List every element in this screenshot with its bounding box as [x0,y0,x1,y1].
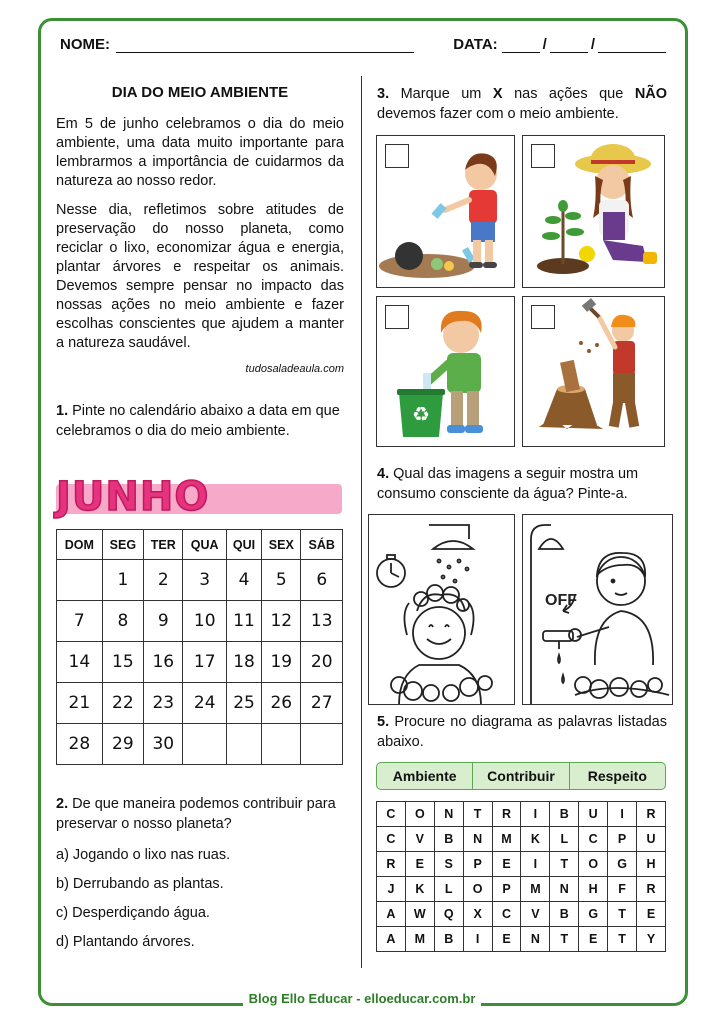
calendar-day[interactable] [262,724,301,765]
question-text: Qual das imagens a seguir mostra um consumo consciente da água? Pinte-a. [377,466,639,502]
column-divider [361,76,362,968]
grid-cell[interactable]: T [550,852,579,877]
grid-cell[interactable]: N [550,877,579,902]
checkbox[interactable] [385,305,409,329]
word-list [376,762,666,790]
grid-cell[interactable]: H [579,877,608,902]
grid-cell[interactable]: K [521,827,550,852]
checkbox[interactable] [531,144,555,168]
calendar-day[interactable] [226,724,261,765]
calendar-day[interactable]: 4 [226,560,261,601]
calendar-day[interactable]: 29 [102,724,143,765]
grid-cell[interactable]: I [608,802,637,827]
calendar-day[interactable]: 3 [183,560,227,601]
grid-cell[interactable]: L [434,877,463,902]
calendar-day[interactable]: 11 [226,601,261,642]
grid-cell[interactable]: H [637,852,666,877]
question-3 [377,84,667,124]
grid-cell[interactable]: I [521,802,550,827]
question-text-post: devemos fazer com o meio ambiente. [377,106,619,122]
calendar-day[interactable]: 22 [102,683,143,724]
calendar-day[interactable]: 5 [262,560,301,601]
calendar-day[interactable]: 27 [301,683,343,724]
question-nao: NÃO [634,86,668,102]
grid-cell[interactable]: F [608,877,637,902]
calendar-day[interactable]: 2 [144,560,183,601]
grid-cell[interactable]: E [405,852,434,877]
grid-cell[interactable]: A [377,927,406,952]
month-title: JUNHO [56,474,210,520]
question-1 [56,401,344,441]
grid-cell[interactable]: N [463,827,492,852]
question-text: De que maneira podemos contribuir para preservar o nosso planeta? [56,796,336,832]
grid-row [377,852,666,877]
grid-cell[interactable]: P [492,877,521,902]
grid-cell[interactable]: M [492,827,521,852]
calendar-day[interactable]: 23 [144,683,183,724]
grid-cell[interactable]: I [521,852,550,877]
name-line[interactable] [116,37,414,53]
weekday-header: SÁB [301,530,343,560]
date-slash: / [542,36,547,53]
question-number: 3. [377,86,390,102]
word-item: Ambiente [377,763,473,789]
grid-cell[interactable]: R [637,802,666,827]
calendar-day[interactable]: 28 [57,724,103,765]
calendar-day[interactable]: 18 [226,642,261,683]
question-number: 2. [56,796,69,812]
weekday-header: TER [144,530,183,560]
left-column [56,84,344,441]
checkbox[interactable] [531,305,555,329]
calendar-day[interactable]: 21 [57,683,103,724]
grid-cell[interactable]: M [405,927,434,952]
grid-cell[interactable]: B [434,927,463,952]
grid-cell[interactable]: W [405,902,434,927]
grid-cell[interactable]: O [579,852,608,877]
grid-cell[interactable]: N [434,802,463,827]
child-long-shower-icon [369,515,515,705]
option-d[interactable]: d) Plantando árvores. [56,934,195,950]
calendar-day[interactable]: 10 [183,601,227,642]
grid-row [377,877,666,902]
grid-cell[interactable]: R [377,852,406,877]
calendar-day[interactable]: 9 [144,601,183,642]
grid-cell[interactable]: E [492,927,521,952]
body-paragraph: Nesse dia, refletimos sobre atitudes de preservação do nosso planeta, como reciclar o lixo, economizar água e energia, plantar árvores e respeitar os animais. Devemos sempre pensar no impacto das nossas ações no meio ambiente e fazer escolhas conscientes que ajudem a manter a natureza saudável. [56,202,344,351]
image-recycling[interactable] [376,296,515,447]
calendar-day[interactable]: 20 [301,642,343,683]
word-item: Contribuir [473,763,569,789]
grid-cell[interactable]: K [405,877,434,902]
grid-cell[interactable]: C [377,802,406,827]
grid-row [377,827,666,852]
option-c[interactable]: c) Desperdiçando água. [56,905,210,921]
question-text: Pinte no calendário abaixo a data em que celebramos o dia do meio ambiente. [56,403,340,439]
calendar-week-row [57,724,343,765]
question-number: 1. [56,403,69,419]
calendar-day[interactable] [57,560,103,601]
grid-cell[interactable]: N [521,927,550,952]
checkbox[interactable] [385,144,409,168]
grid-cell[interactable]: B [550,902,579,927]
calendar-day[interactable]: 8 [102,601,143,642]
intro-paragraph: Em 5 de junho celebramos o dia do meio ambiente, uma data muito importante para lembrarmos a importância de cuidarmos da natureza ao nosso redor. [56,116,344,189]
calendar-week-row [57,601,343,642]
image-planting[interactable] [522,135,665,288]
grid-row [377,802,666,827]
grid-cell[interactable]: P [463,852,492,877]
calendar-day[interactable]: 15 [102,642,143,683]
grid-cell[interactable]: U [637,827,666,852]
grid-cell[interactable]: M [521,877,550,902]
weekday-header: SEG [102,530,143,560]
grid-cell[interactable]: U [579,802,608,827]
calendar-day[interactable]: 16 [144,642,183,683]
boy-closing-tap-icon [523,515,673,705]
weekday-header: QUA [183,530,227,560]
grid-cell[interactable]: C [492,902,521,927]
word-search-grid [376,801,666,952]
calendar-day[interactable] [183,724,227,765]
date-year-line[interactable] [598,37,666,53]
question-4 [377,464,667,504]
footer-credit: Blog Ello Educar - elloeducar.com.br [243,991,482,1006]
calendar-day[interactable]: 6 [301,560,343,601]
calendar-week-row [57,560,343,601]
date-month-line[interactable] [550,37,588,53]
grid-cell[interactable]: R [492,802,521,827]
calendar-day[interactable]: 12 [262,601,301,642]
grid-cell[interactable]: T [608,902,637,927]
grid-cell[interactable]: P [608,827,637,852]
grid-cell[interactable]: T [550,927,579,952]
calendar-day[interactable]: 1 [102,560,143,601]
question-2 [56,794,346,950]
grid-cell[interactable]: O [405,802,434,827]
question-text-mid: nas ações que [514,86,624,102]
calendar-week-row [57,642,343,683]
question-text: Procure no diagrama as palavras listadas abaixo. [377,714,668,750]
grid-cell[interactable]: C [377,827,406,852]
grid-cell[interactable]: T [463,802,492,827]
calendar-day[interactable] [301,724,343,765]
grid-cell[interactable]: B [550,802,579,827]
calendar-day[interactable]: 30 [144,724,183,765]
header [60,36,666,60]
grid-cell[interactable]: O [463,877,492,902]
grid-cell[interactable]: V [405,827,434,852]
grid-row [377,902,666,927]
grid-cell[interactable]: B [434,827,463,852]
off-label: OFF [545,592,577,609]
grid-cell[interactable]: V [521,902,550,927]
question-x-mark: X [492,86,503,102]
date-day-line[interactable] [502,37,540,53]
calendar-header-row [57,530,343,560]
grid-cell[interactable]: X [463,902,492,927]
grid-cell[interactable]: Q [434,902,463,927]
page-title: DIA DO MEIO AMBIENTE [111,84,289,101]
weekday-header: SEX [262,530,301,560]
grid-cell[interactable]: A [377,902,406,927]
calendar-day[interactable]: 17 [183,642,227,683]
word-item: Respeito [587,768,647,784]
svg-text:♻: ♻ [412,402,430,426]
calendar-day[interactable]: 24 [183,683,227,724]
grid-cell[interactable]: Y [637,927,666,952]
grid-cell[interactable]: R [637,877,666,902]
weekday-header: QUI [226,530,261,560]
grid-cell[interactable]: L [550,827,579,852]
grid-cell[interactable]: G [608,852,637,877]
calendar [56,529,343,765]
date-label: DATA: [453,36,498,53]
calendar-day[interactable]: 7 [57,601,103,642]
grid-cell[interactable]: I [463,927,492,952]
grid-cell[interactable]: E [579,927,608,952]
calendar-day[interactable]: 25 [226,683,261,724]
question-number: 4. [377,466,390,482]
grid-cell[interactable]: E [637,902,666,927]
calendar-day[interactable]: 26 [262,683,301,724]
question-number: 5. [377,714,390,730]
name-label: NOME: [60,36,110,53]
grid-cell[interactable]: T [608,927,637,952]
grid-cell[interactable]: J [377,877,406,902]
grid-row [377,927,666,952]
calendar-day[interactable]: 19 [262,642,301,683]
option-a[interactable]: a) Jogando o lixo nas ruas. [56,847,231,863]
date-slash: / [590,36,595,53]
image-long-shower[interactable] [368,514,515,705]
image-cutting-tree[interactable] [522,296,665,447]
source-credit: tudosaladeaula.com [245,363,344,375]
date-field [453,36,666,53]
calendar-day[interactable]: 13 [301,601,343,642]
question-text-pre: Marque um [400,86,482,102]
option-b[interactable]: b) Derrubando as plantas. [56,876,224,892]
grid-cell[interactable]: G [579,902,608,927]
footer [0,990,724,1008]
calendar-day[interactable]: 14 [57,642,103,683]
weekday-header: DOM [57,530,103,560]
question-5 [377,712,667,752]
calendar-week-row [57,683,343,724]
image-closing-tap[interactable] [522,514,673,705]
grid-cell[interactable]: E [492,852,521,877]
image-littering[interactable] [376,135,515,288]
grid-cell[interactable]: C [579,827,608,852]
grid-cell[interactable]: S [434,852,463,877]
name-field [60,36,414,53]
